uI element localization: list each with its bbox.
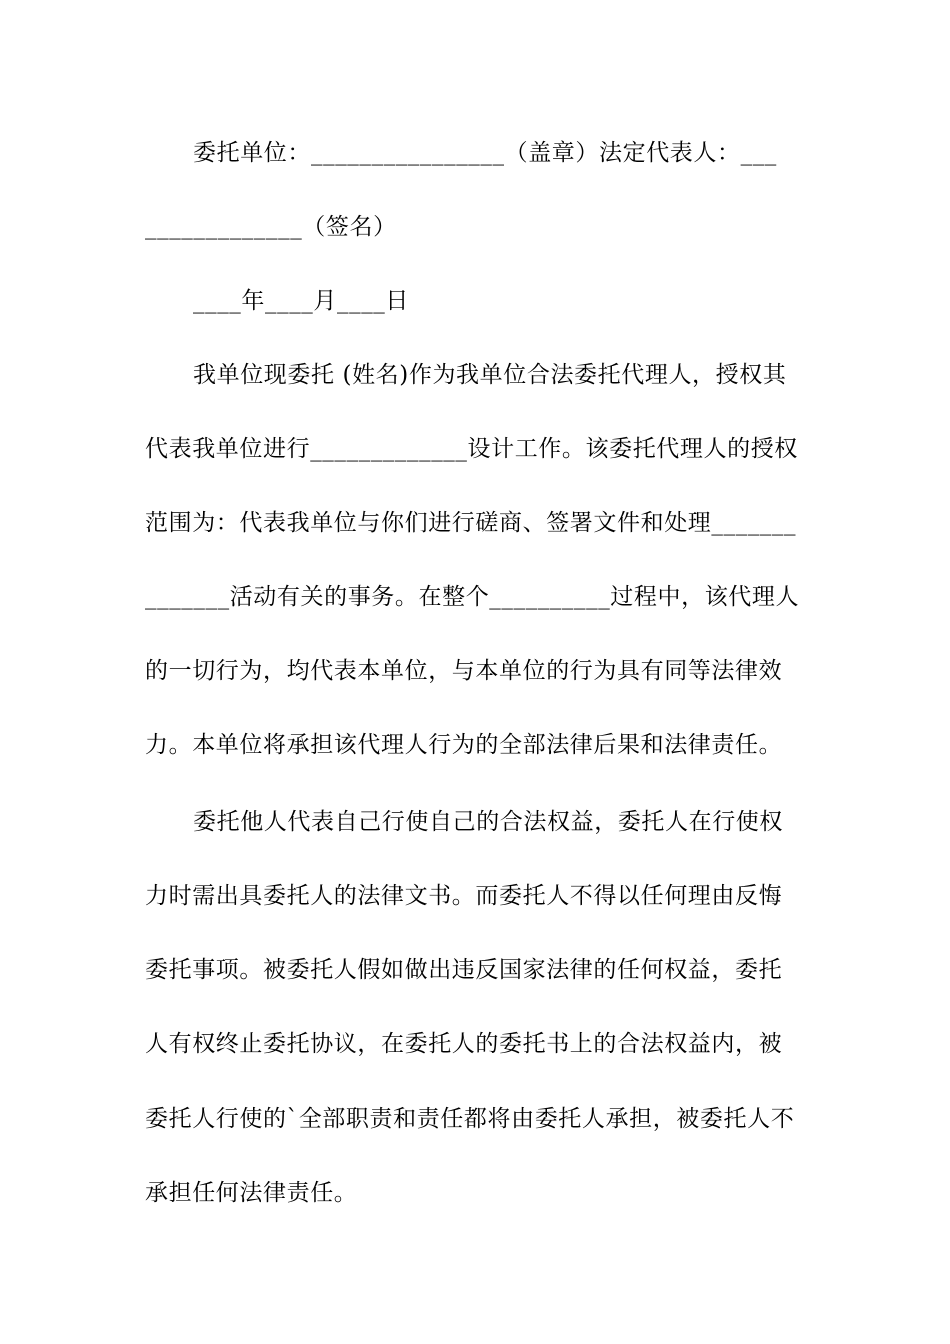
text-line: 力时需出具委托人的法律文书。而委托人不得以任何理由反悔 (145, 883, 783, 909)
text-line: _______活动有关的事务。在整个__________过程中，该代理人 (145, 584, 800, 610)
text-line-signature: _____________（签名） (145, 214, 397, 240)
text-line: 委托事项。被委托人假如做出违反国家法律的任何权益，委托 (145, 957, 783, 983)
text-line: 委托他人代表自己行使自己的合法权益，委托人在行使权 (193, 809, 783, 835)
text-line: 委托人行使的`全部职责和责任都将由委托人承担，被委托人不 (145, 1106, 795, 1132)
text-line: 我单位现委托 (姓名)作为我单位合法委托代理人，授权其 (193, 362, 787, 388)
text-line: 的一切行为，均代表本单位，与本单位的行为具有同等法律效 (145, 658, 783, 684)
text-line: 代表我单位进行_____________设计工作。该委托代理人的授权 (145, 436, 798, 462)
text-line: 承担任何法律责任。 (145, 1180, 358, 1206)
text-line: 人有权终止委托协议，在委托人的委托书上的合法权益内，被 (145, 1031, 783, 1057)
text-line-principal: 委托单位：________________（盖章）法定代表人：___ (193, 140, 777, 166)
text-line: 范围为：代表我单位与你们进行磋商、签署文件和处理_______ (145, 510, 797, 536)
text-line-date: ____年____月____日 (193, 288, 409, 314)
text-line: 力。本单位将承担该代理人行为的全部法律后果和法律责任。 (145, 732, 783, 758)
